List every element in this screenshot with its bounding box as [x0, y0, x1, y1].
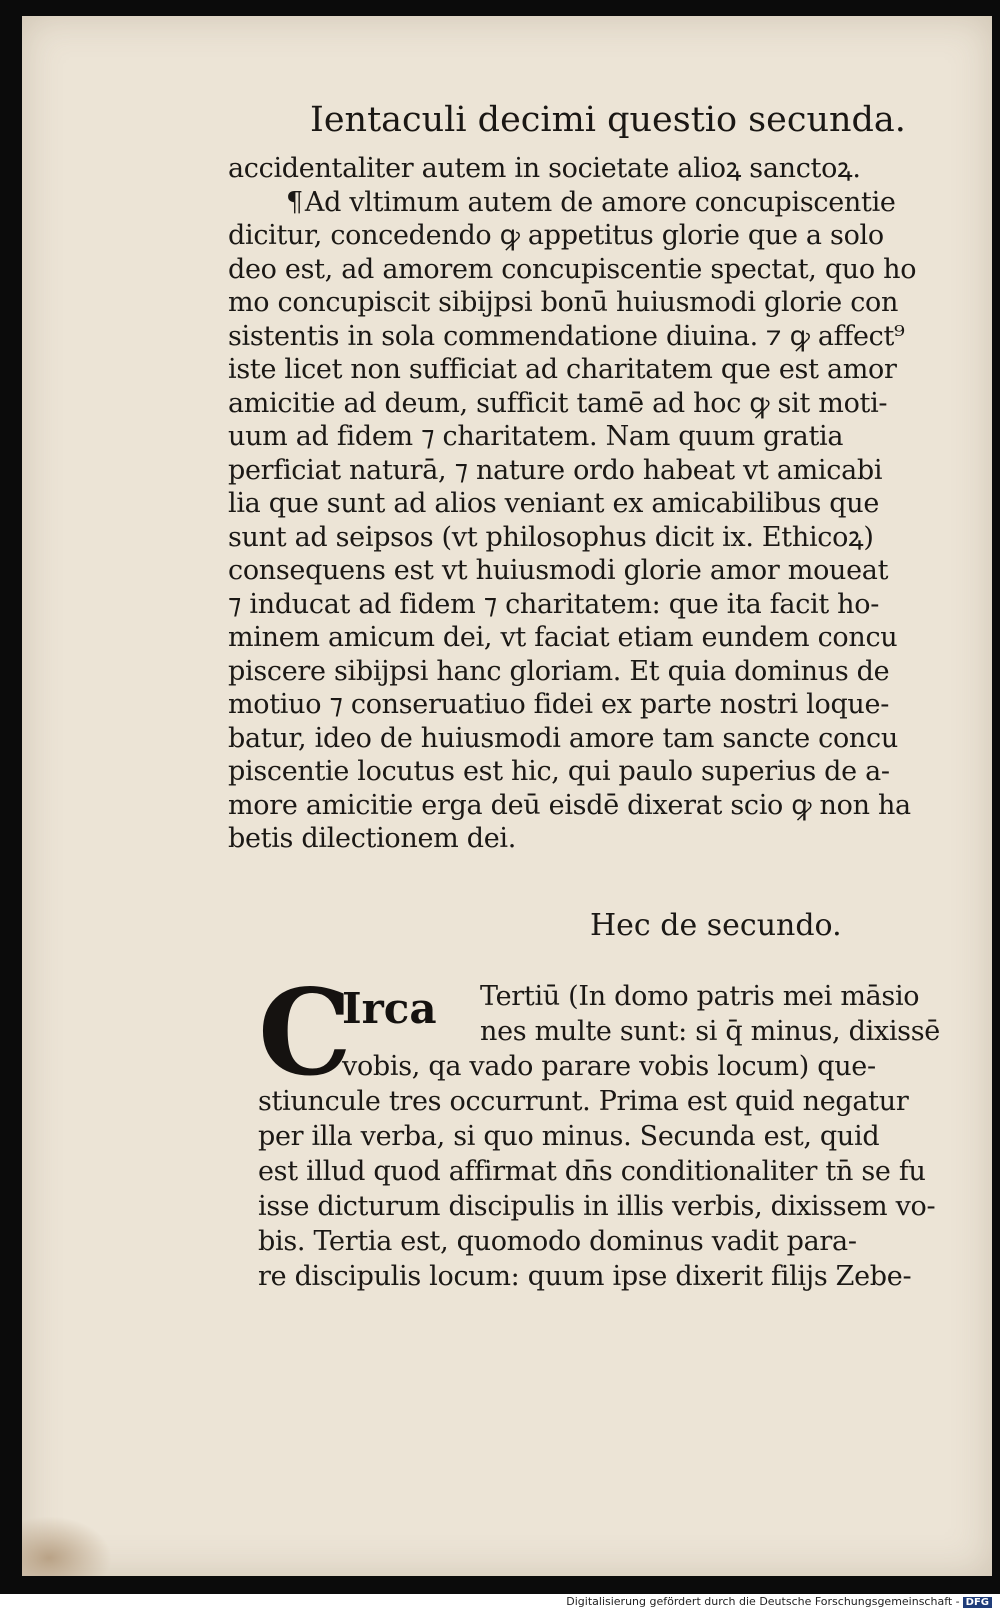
text-line — [228, 152, 948, 186]
line-text: mo concupiscit sibijpsi bonū huiusmodi glorie con — [228, 287, 899, 318]
line-text: accidentaliter autem in societate alioꝝ sanctoꝝ. — [228, 153, 861, 184]
text-line: stiuncule tres occurrunt. Prima est quid negatur — [258, 1086, 909, 1117]
text-line — [228, 219, 948, 253]
line-text: uum ad fidem ⁊ charitatem. Nam quum gratia — [228, 421, 844, 452]
text-line — [228, 822, 948, 856]
text-line — [228, 454, 948, 488]
text-line — [228, 487, 948, 521]
text-line: per illa verba, si quo minus. Secunda est, quid — [258, 1121, 880, 1152]
text-line — [228, 286, 948, 320]
credit-text: Digitalisierung gefördert durch die Deutsche Forschungsgemeinschaft - — [566, 1595, 960, 1608]
text-line: vobis, qa vado parare vobis locum) que- — [342, 1051, 876, 1082]
text-line: Tertiū (In domo patris mei māsio — [480, 981, 920, 1012]
dfg-logo: DFG — [963, 1597, 992, 1608]
page-stain — [22, 1516, 112, 1576]
text-line — [228, 353, 948, 387]
line-text: lia que sunt ad alios veniant ex amicabilibus que — [228, 488, 880, 519]
text-line — [228, 722, 948, 756]
line-text: batur, ideo de huiusmodi amore tam sancte concu — [228, 722, 898, 754]
line-text: perficiat naturā, ⁊ nature ordo habeat vt amicabi — [228, 454, 883, 486]
text-line: bis. Tertia est, quomodo dominus vadit para- — [258, 1226, 857, 1257]
line-text: piscentie locutus est hic, qui paulo superius de a- — [228, 756, 890, 787]
text-line: isse dicturum discipulis in illis verbis, dixissem vo- — [258, 1191, 936, 1222]
line-text: iste licet non sufficiat ad charitatem que est amor — [228, 354, 897, 385]
digitization-credit — [566, 1595, 992, 1608]
line-text: sunt ad seipsos (vt philosophus dicit ix. Ethicoꝝ) — [228, 521, 874, 553]
line-text: sistentis in sola commendatione diuina. ⁊ ꝙ affect⁹ — [228, 320, 905, 352]
text-line — [228, 420, 948, 454]
line-text: amicitie ad deum, sufficit tamē ad hoc ꝙ sit moti- — [228, 387, 888, 419]
paragraph-1 — [228, 152, 948, 856]
text-line — [228, 655, 948, 689]
text-line: re discipulis locum: quum ipse dixerit filijs Zebe- — [258, 1261, 912, 1292]
text-line — [228, 253, 948, 287]
line-text: piscere sibijpsi hanc gloriam. Et quia dominus de — [228, 655, 890, 687]
decorated-initial: C — [258, 963, 352, 1102]
text-line — [228, 554, 948, 588]
line-text: consequens est vt huiusmodi glorie amor moueat — [228, 555, 889, 586]
line-text: ⁊ inducat ad fidem ⁊ charitatem: que ita facit ho- — [228, 588, 880, 620]
running-head: Ientaculi decimi questio secunda. — [310, 100, 906, 140]
line-text: more amicitie erga deū eisdē dixerat scio ꝙ non ha — [228, 789, 911, 821]
line-text: Ad vltimum autem de amore concupiscentie — [304, 186, 896, 218]
text-line — [228, 755, 948, 789]
line-text: motiuo ⁊ conseruatiuo fidei ex parte nostri loque- — [228, 689, 890, 720]
text-line: nes multe sunt: si q̄ minus, dixissē — [480, 1016, 940, 1047]
text-line — [228, 387, 948, 421]
text-line — [228, 621, 948, 655]
closing-line: Hec de secundo. — [590, 908, 842, 943]
text-line — [228, 186, 948, 220]
incipit-word: Irca — [342, 984, 437, 1033]
text-line — [228, 688, 948, 722]
text-line: est illud quod affirmat dn̄s conditionaliter tn̄ se fu — [258, 1156, 926, 1187]
paragraph-marker: ¶ — [286, 186, 303, 218]
line-text: deo est, ad amorem concupiscentie spectat, quo ho — [228, 253, 917, 285]
text-line — [228, 320, 948, 354]
line-text: dicitur, concedendo ꝙ appetitus glorie que a solo — [228, 220, 884, 251]
text-line — [228, 521, 948, 555]
line-text: minem amicum dei, vt faciat etiam eundem concu — [228, 622, 898, 653]
text-line — [228, 588, 948, 622]
line-text: betis dilectionem dei. — [228, 823, 517, 854]
text-line — [228, 789, 948, 823]
